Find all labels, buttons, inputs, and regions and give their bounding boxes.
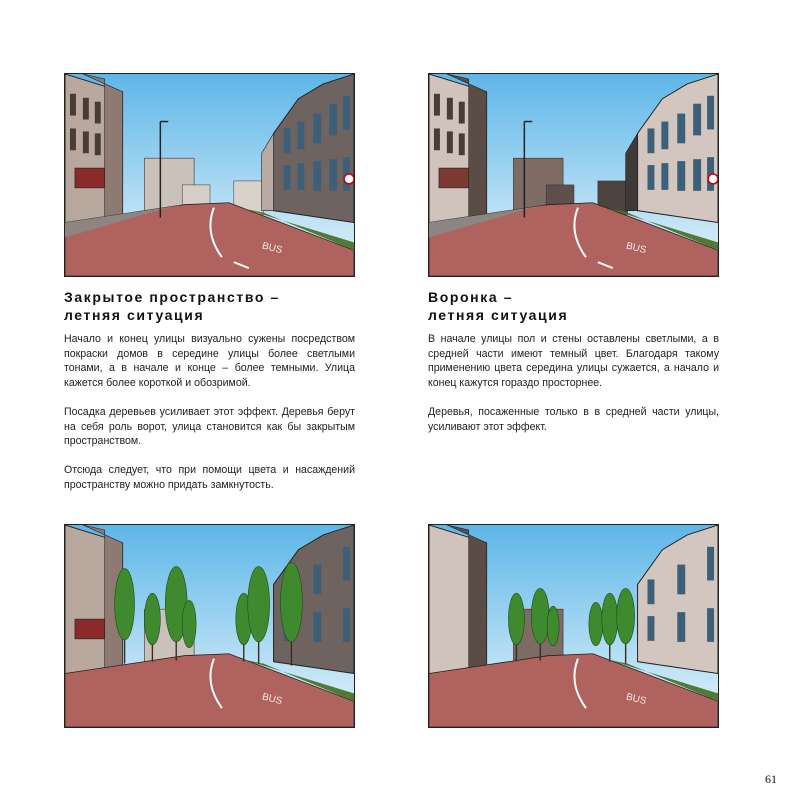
page-number: 61: [765, 772, 777, 786]
street-illustration-funnel-trees: [428, 524, 719, 728]
road-marking-text: BUS: [624, 691, 648, 708]
street-scene-closed: [65, 74, 354, 276]
street-illustration-closed-space-top: [64, 73, 355, 277]
street-scene-funnel: [429, 74, 718, 276]
road-marking-text: BUS: [624, 240, 648, 257]
heading-closed-space: [64, 288, 280, 324]
heading-line-2: летняя ситуация: [428, 307, 569, 323]
street-illustration-closed-space-trees: [64, 524, 355, 728]
paragraph: Начало и конец улицы визуально сужены посредством покраски домов в середине улицы более светлыми тонами, а в начале и конце – более темными. Улица кажется более короткой и обозримой.: [64, 333, 355, 389]
road-marking-text: BUS: [260, 691, 284, 708]
street-scene-closed-trees: [65, 525, 354, 727]
body-text-funnel: [428, 332, 719, 449]
heading-line-1: Закрытое пространство –: [64, 289, 280, 305]
paragraph: Посадка деревьев усиливает этот эффект. Деревья берут на себя роль ворот, улица становится как бы закрытым пространством.: [64, 405, 355, 448]
street-scene-funnel-trees: [429, 525, 718, 727]
road-marking-text: BUS: [260, 240, 284, 257]
heading-funnel: [428, 288, 568, 324]
body-text-closed-space: [64, 332, 355, 507]
paragraph: Деревья, посаженные только в в средней части улицы, усиливают этот эффект.: [428, 405, 719, 433]
heading-line-1: Воронка –: [428, 289, 514, 305]
paragraph: Отсюда следует, что при помощи цвета и насаждений пространству можно придать замкнутость.: [64, 464, 355, 491]
paragraph: В начале улицы пол и стены оставлены светлыми, а в средней части имеют темный цвет. Благодаря такому применению цвета середина улицы сужается, а начало и конец кажутся гораздо просторнее.: [428, 333, 719, 389]
heading-line-2: летняя ситуация: [64, 307, 205, 323]
street-illustration-funnel-top: [428, 73, 719, 277]
